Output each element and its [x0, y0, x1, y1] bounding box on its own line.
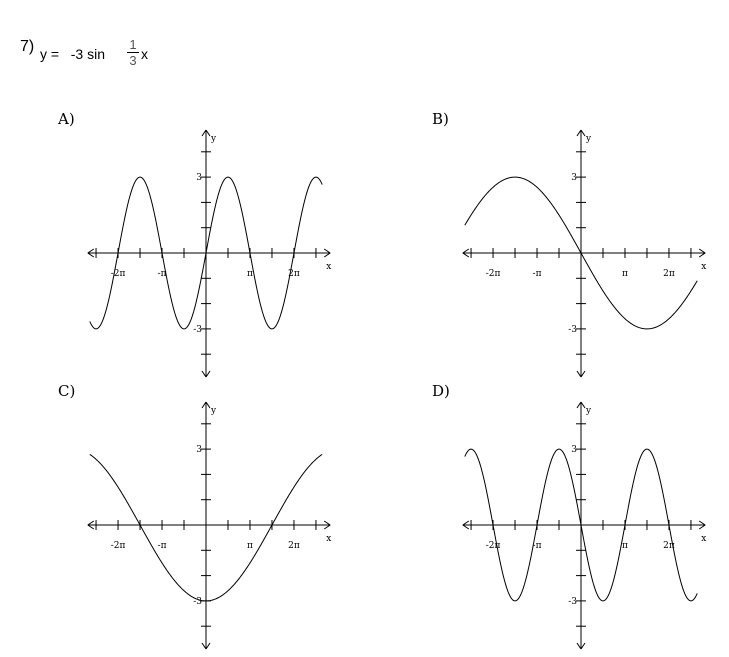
x-tick-label: -π [157, 541, 167, 551]
choice-c-label[interactable]: C) [58, 382, 76, 400]
choice-c-graph[interactable] [80, 397, 330, 657]
choice-a-label[interactable]: A) [58, 110, 75, 128]
y-tick-label: -3 [193, 324, 202, 335]
x-tick-label: -2π [110, 541, 126, 551]
x-axis-label: x [701, 534, 707, 544]
x-tick-label: -π [157, 269, 167, 279]
choice-b-label[interactable]: B) [432, 110, 449, 128]
x-axis-label: x [701, 262, 707, 272]
equation-prefix: y = [40, 46, 60, 62]
equation-variable: x [141, 46, 148, 62]
y-tick-label: 3 [196, 445, 202, 456]
x-tick-label: π [622, 541, 628, 551]
choice-b-graph[interactable] [455, 125, 705, 385]
x-tick-label: -2π [485, 269, 501, 279]
equation-coefficient: -3 sin [70, 46, 105, 62]
fraction-numerator: 1 [129, 37, 137, 52]
x-tick-label: -π [532, 541, 542, 551]
y-tick-label: -3 [193, 596, 202, 607]
x-tick-label: π [247, 541, 253, 551]
fraction-denominator: 3 [129, 53, 137, 68]
x-axis-label: x [326, 534, 332, 544]
y-axis-label: y [586, 406, 592, 416]
x-tick-label: 2π [288, 541, 300, 551]
x-tick-label: 2π [288, 269, 300, 279]
x-tick-label: -π [532, 269, 542, 279]
x-tick-label: π [247, 269, 253, 279]
y-tick-label: 3 [196, 173, 202, 184]
x-tick-label: -2π [110, 269, 126, 279]
y-tick-label: 3 [571, 445, 577, 456]
choice-d-label[interactable]: D) [432, 382, 450, 400]
y-tick-label: 3 [571, 173, 577, 184]
choice-a-graph[interactable] [80, 125, 330, 385]
y-axis-label: y [211, 134, 217, 144]
x-tick-label: -2π [485, 541, 501, 551]
x-tick-label: 2π [663, 269, 675, 279]
x-axis-label: x [326, 262, 332, 272]
equation-fraction [127, 38, 139, 67]
y-tick-label: -3 [568, 596, 577, 607]
equation [40, 46, 105, 62]
y-axis-label: y [586, 134, 592, 144]
y-tick-label: -3 [568, 324, 577, 335]
x-tick-label: π [622, 269, 628, 279]
x-tick-label: 2π [663, 541, 675, 551]
question-number: 7) [20, 38, 35, 55]
choice-d-graph[interactable] [455, 397, 705, 657]
y-axis-label: y [211, 406, 217, 416]
